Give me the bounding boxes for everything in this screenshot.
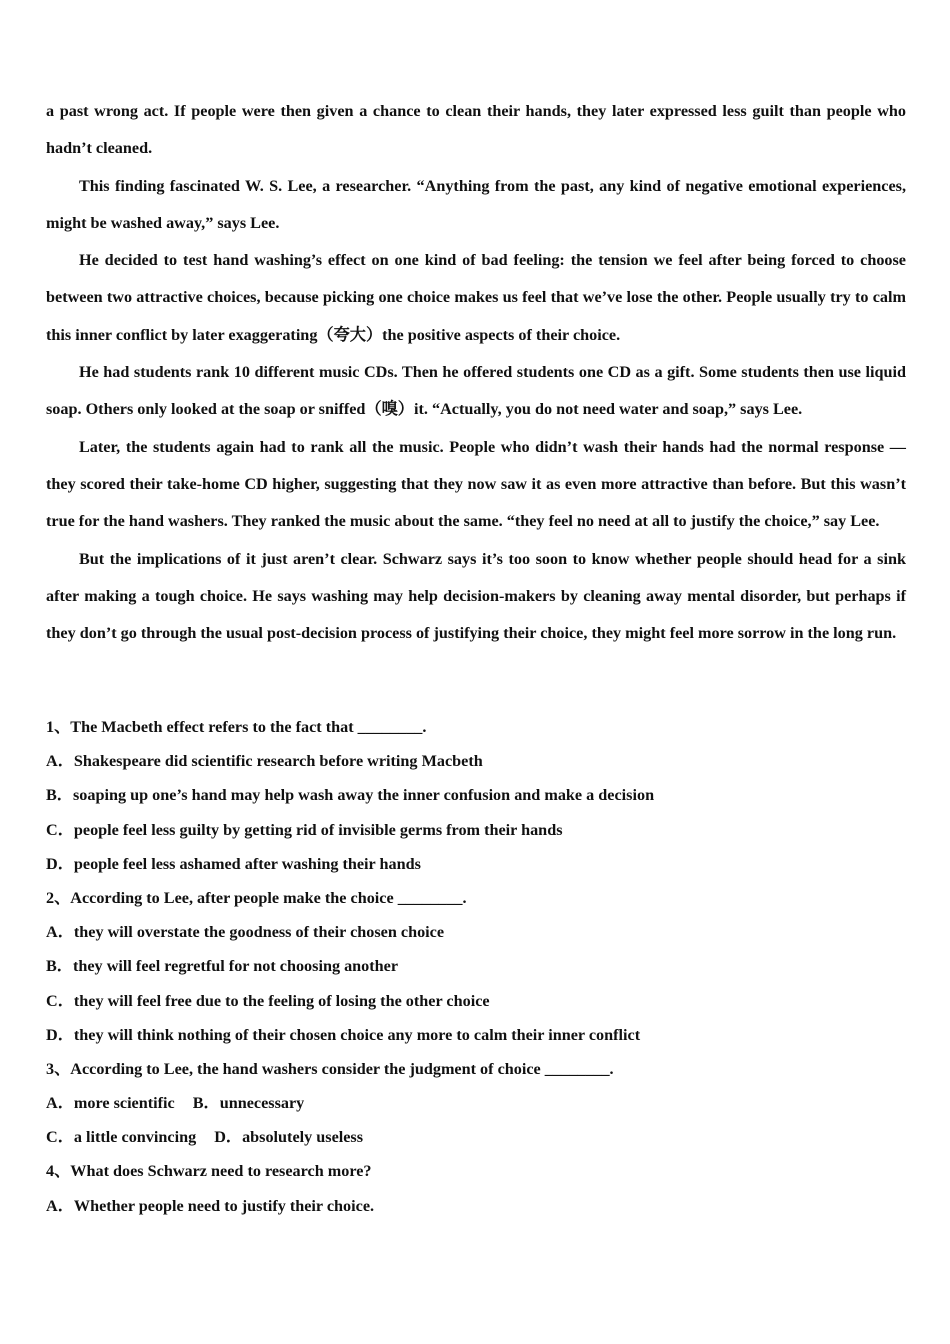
question-3-option-b: B．unnecessary <box>192 1094 305 1113</box>
question-2-option-c: C．they will feel free due to the feeling of losing the other choice <box>46 991 490 1010</box>
passage-paragraph: But the implications of it just aren’t clear. Schwarz says it’s too soon to know whether people should head for a sink after making a tough choice. He says washing may help decision-makers by cleaning away mental disorder, but perhaps if they don’t go through the usual post-decision process of justifying their choice, they might feel more sorrow in the long run. <box>46 549 906 643</box>
passage-paragraph: He had students rank 10 different music CDs. Then he offered students one CD as a gift. Some students then use liquid soap. Others only looked at the soap or sniffed（嗅）it. “Actually, you do not need water and soap,” says Lee. <box>46 363 906 419</box>
question-1-option-c: C．people feel less guilty by getting rid of invisible germs from their hands <box>46 820 563 839</box>
passage-paragraph: Later, the students again had to rank all the music. People who didn’t wash their hands had the normal response — they scored their take-home CD higher, suggesting that they now saw it as even more attractive than before. But this wasn’t true for the hand washers. They ranked the music about the same. “they feel no need at all to justify the choice,” say Lee. <box>46 437 906 531</box>
question-list <box>46 710 906 1223</box>
question-2-stem: 2、According to Lee, after people make the choice ________. <box>46 888 467 907</box>
question-2-option-b: B．they will feel regretful for not choosing another <box>46 957 399 976</box>
question-4-option-a: A．Whether people need to justify their choice. <box>46 1196 375 1215</box>
question-3-option-d: D．absolutely useless <box>214 1128 364 1147</box>
question-3-options-cd <box>46 1120 906 1154</box>
question-3-stem: 3、According to Lee, the hand washers consider the judgment of choice ________. <box>46 1059 614 1078</box>
question-1-option-b: B．soaping up one’s hand may help wash away the inner confusion and make a decision <box>46 786 655 805</box>
passage-paragraph: a past wrong act. If people were then given a chance to clean their hands, they later expressed less guilt than people who hadn’t cleaned. <box>46 102 906 158</box>
question-3-option-c: C．a little convincing <box>46 1128 197 1147</box>
question-1-option-a: A．Shakespeare did scientific research before writing Macbeth <box>46 752 483 771</box>
question-2-option-a: A．they will overstate the goodness of their chosen choice <box>46 923 445 942</box>
passage-paragraph: He decided to test hand washing’s effect on one kind of bad feeling: the tension we feel after being forced to choose between two attractive choices, because picking one choice makes us feel that we’ve lose the other. People usually try to calm this inner conflict by later exaggerating（夸大）the positive aspects of their choice. <box>46 251 906 344</box>
question-4-stem: 4、What does Schwarz need to research more? <box>46 1162 372 1181</box>
question-3-options-ab <box>46 1086 906 1120</box>
question-3-option-a: A．more scientific <box>46 1094 175 1113</box>
passage-paragraph: This finding fascinated W. S. Lee, a researcher. “Anything from the past, any kind of negative emotional experiences, might be washed away,” says Lee. <box>46 176 906 232</box>
question-1-stem: 1、The Macbeth effect refers to the fact that ________. <box>46 718 427 736</box>
question-1-option-d: D．people feel less ashamed after washing their hands <box>46 854 421 873</box>
reading-passage <box>46 93 906 652</box>
question-2-option-d: D．they will think nothing of their chosen choice any more to calm their inner conflict <box>46 1025 641 1044</box>
